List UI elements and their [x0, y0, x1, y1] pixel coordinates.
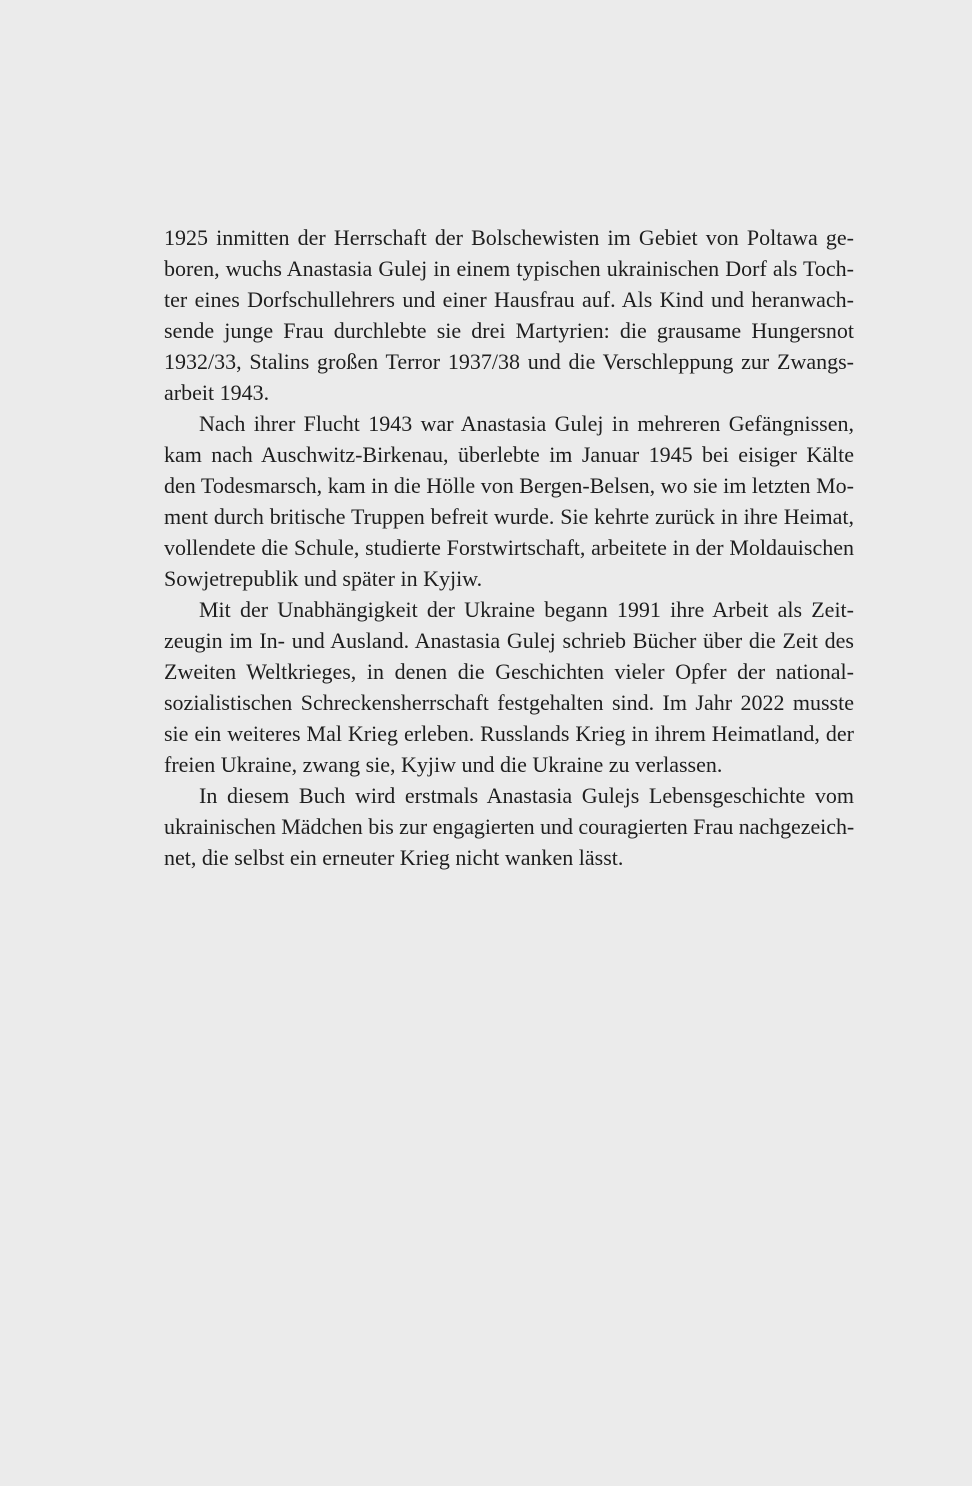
paragraph-3-line-4: sozialistischen Schreckensherrschaft festgehalten sind. Im Jahr 2022 musste — [164, 690, 854, 715]
paragraph-2-line-4: ment durch britische Truppen befreit wurde. Sie kehrte zurück in ihre Heimat, — [164, 504, 854, 529]
paragraph-2-line-2: kam nach Auschwitz-Birkenau, überlebte im Januar 1945 bei eisiger Kälte — [164, 442, 854, 467]
paragraph-2-line-6: Sowjetrepublik und später in Kyjiw. — [164, 566, 483, 591]
paragraph-4-line-3: net, die selbst ein erneuter Krieg nicht wanken lässt. — [164, 845, 624, 870]
paragraph-2-line-1: Nach ihrer Flucht 1943 war Anastasia Gulej in mehreren Gefängnissen, — [199, 411, 854, 436]
paragraph-1-line-3: ter eines Dorfschullehrers und einer Hausfrau auf. Als Kind und heranwach- — [164, 287, 854, 312]
paragraph-2-line-3: den Todesmarsch, kam in die Hölle von Bergen-Belsen, wo sie im letzten Mo- — [164, 473, 854, 498]
paragraph-3-line-1: Mit der Unabhängigkeit der Ukraine begann 1991 ihre Arbeit als Zeit- — [199, 597, 854, 622]
paragraph-1-line-2: boren, wuchs Anastasia Gulej in einem typischen ukrainischen Dorf als Toch- — [164, 256, 854, 281]
paragraph-3-line-2: zeugin im In- und Ausland. Anastasia Gulej schrieb Bücher über die Zeit des — [164, 628, 854, 653]
body-text — [164, 222, 854, 873]
paragraph-1-line-4: sende junge Frau durchlebte sie drei Martyrien: die grausame Hungersnot — [164, 318, 854, 343]
paragraph-1-line-1: 1925 inmitten der Herrschaft der Bolschewisten im Gebiet von Poltawa ge- — [164, 225, 854, 250]
paragraph-4-line-2: ukrainischen Mädchen bis zur engagierten und couragierten Frau nachgezeich- — [164, 814, 855, 839]
paragraph-1-line-6: arbeit 1943. — [164, 380, 270, 405]
paragraph-3-line-5: sie ein weiteres Mal Krieg erleben. Russlands Krieg in ihrem Heimatland, der — [164, 721, 854, 746]
paragraph-1-line-5: 1932/33, Stalins großen Terror 1937/38 und die Verschleppung zur Zwangs- — [164, 349, 854, 374]
paragraph-3-line-6: freien Ukraine, zwang sie, Kyjiw und die Ukraine zu verlassen. — [164, 752, 723, 777]
paragraph-3-line-3: Zweiten Weltkrieges, in denen die Geschichten vieler Opfer der national- — [164, 659, 854, 684]
paragraph-4-line-1: In diesem Buch wird erstmals Anastasia Gulejs Lebensgeschichte vom — [199, 783, 854, 808]
paragraph-2-line-5: vollendete die Schule, studierte Forstwirtschaft, arbeitete in der Moldauischen — [164, 535, 854, 560]
